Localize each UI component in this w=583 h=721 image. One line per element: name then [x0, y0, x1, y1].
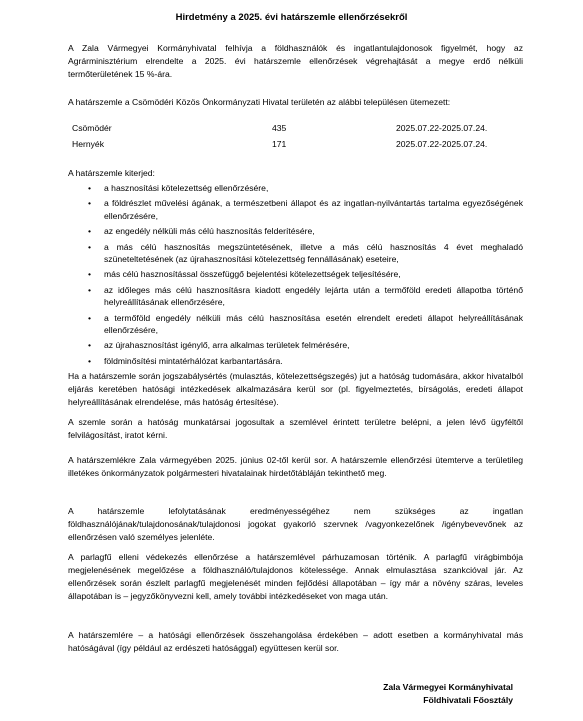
scope-list: [68, 182, 523, 367]
list-item: • a hasznosítási kötelezettség ellenőrzésére,: [88, 183, 269, 193]
bullet-icon: •: [88, 355, 92, 366]
schedule-paragraph: A határszemlékre Zala vármegyében 2025. június 02-től kerül sor. A határszemle ellenőrzési ütemterve a területileg illetékes önkormányzatok polgármesteri hivatalainak hirdetőtábláján tekinthető meg.: [68, 455, 523, 478]
bullet-icon: •: [88, 198, 92, 209]
list-item: • az időleges más célú hasznosításra kiadott engedély lejárta után a termőföld eredeti állapotba történő helyreállításának ellenőrzésére,: [88, 284, 523, 308]
schedule-intro: A határszemle a Csömödéri Közös Önkormányzati Hivatal területén az alábbi településen ütemezett:: [68, 97, 451, 107]
page-title: Hirdetmény a 2025. évi határszemle ellenőrzésekről: [175, 12, 408, 23]
parcel-count: 435: [272, 123, 287, 133]
inspection-period: 2025.07.22-2025.07.24.: [396, 123, 488, 133]
bullet-icon: •: [88, 340, 92, 351]
list-item: • az újrahasznosítást igénylő, arra alkalmas területek felmérésére,: [88, 340, 350, 351]
list-item: • a földrészlet művelési ágának, a természetbeni állapot és az ingatlan-nyilvántartás tartalma egyezőségének ellenőrzésére,: [88, 198, 523, 221]
ragweed-paragraph: A parlagfű elleni védekezés ellenőrzése a határszemlével párhuzamosan történik. A parlagfű virágbimbója megjelenésének megelőzése a földhasználó/tulajdonos kötelessége. Annak elmulasztása szankcióval jár. Az ellenőrzések során észlelt parlagfű megjelenését minden fejlődési állapotában – így már a növény száras, leveles állapotában is – jegyzőkönyvezni kell, amely további intézkedéseket von maga után.: [68, 552, 523, 601]
signature-office: Zala Vármegyei Kormányhivatal: [383, 682, 513, 692]
violation-paragraph: Ha a határszemle során jogszabálysértés (mulasztás, kötelezettségszegés) jut a hatóság tudomására, akkor hivatalból eljárás keretében hatósági intézkedések alkalmazására kerül sor (pl. figyelmeztetés, bírságolás, eredeti állapot helyreállításának elrendelése, más hatóság értesítése).: [68, 371, 523, 407]
bullet-icon: •: [88, 312, 92, 323]
signature-block: [313, 681, 513, 706]
bullet-icon: •: [88, 241, 92, 252]
bullet-icon: •: [88, 269, 92, 280]
settlement-name: Hernyék: [72, 139, 104, 149]
bullet-icon: •: [88, 284, 92, 295]
presence-paragraph: A határszemle lefolytatásának eredményességéhez nem szükséges az ingatlan földhasználójának/tulajdonosának/tulajdonosi jogokat gyakorló szervnek /vagyonkezelőnek /igénybevevőnek az ellenőrzésen való személyes jelenléte.: [68, 506, 523, 542]
intro-paragraph: A Zala Vármegyei Kormányhivatal felhívja a földhasználók és ingatlantulajdonosok figyelmét, hogy az Agrárminisztérium elrendelte a 2025. évi határszemle ellenőrzések végrehajtását a megye erdő nélküli termőterületének 15 %-ára.: [68, 43, 523, 79]
table-row: [72, 123, 512, 139]
bullet-icon: •: [88, 183, 92, 193]
list-item: • az engedély nélküli más célú hasznosítás felderítésére,: [88, 226, 315, 237]
list-item: • a termőföld engedély nélküli más célú hasznosítása esetén elrendelt eredeti állapot helyreállításának ellenőrzésére,: [88, 312, 523, 336]
list-item: • más célú hasznosítással összefüggő bejelentési kötelezettségek teljesítésére,: [88, 269, 401, 280]
inspection-period: 2025.07.22-2025.07.24.: [396, 139, 488, 149]
scope-intro: A határszemle kiterjed:: [68, 168, 155, 178]
list-item: • a más célú hasznosítás megszüntetésének, illetve a más célú hasznosítás 4 évet meghaladó szüneteltetésének (az újrahasznosítási kötelezettség fennállásának) eseteire,: [88, 241, 523, 265]
schedule-table: [72, 123, 512, 155]
settlement-name: Csömödér: [72, 123, 112, 133]
signature-department: Földhivatali Főosztály: [423, 694, 513, 705]
parcel-count: 171: [272, 139, 287, 149]
list-item: • földminősítési mintatérhálózat karbantartására.: [88, 355, 283, 366]
access-paragraph: A szemle során a hatóság munkatársai jogosultak a szemlével érintett területre belépni, a jelen lévő ügyféltől felvilágosítást, iratot kérni.: [68, 417, 523, 440]
bullet-icon: •: [88, 226, 92, 237]
cooperation-paragraph: A határszemlére – a hatósági ellenőrzések összehangolása érdekében – adott esetben a kormányhivatal más hatóságával (így például az erdészeti hatósággal) együttesen kerül sor.: [68, 630, 523, 653]
table-row: [72, 139, 512, 155]
